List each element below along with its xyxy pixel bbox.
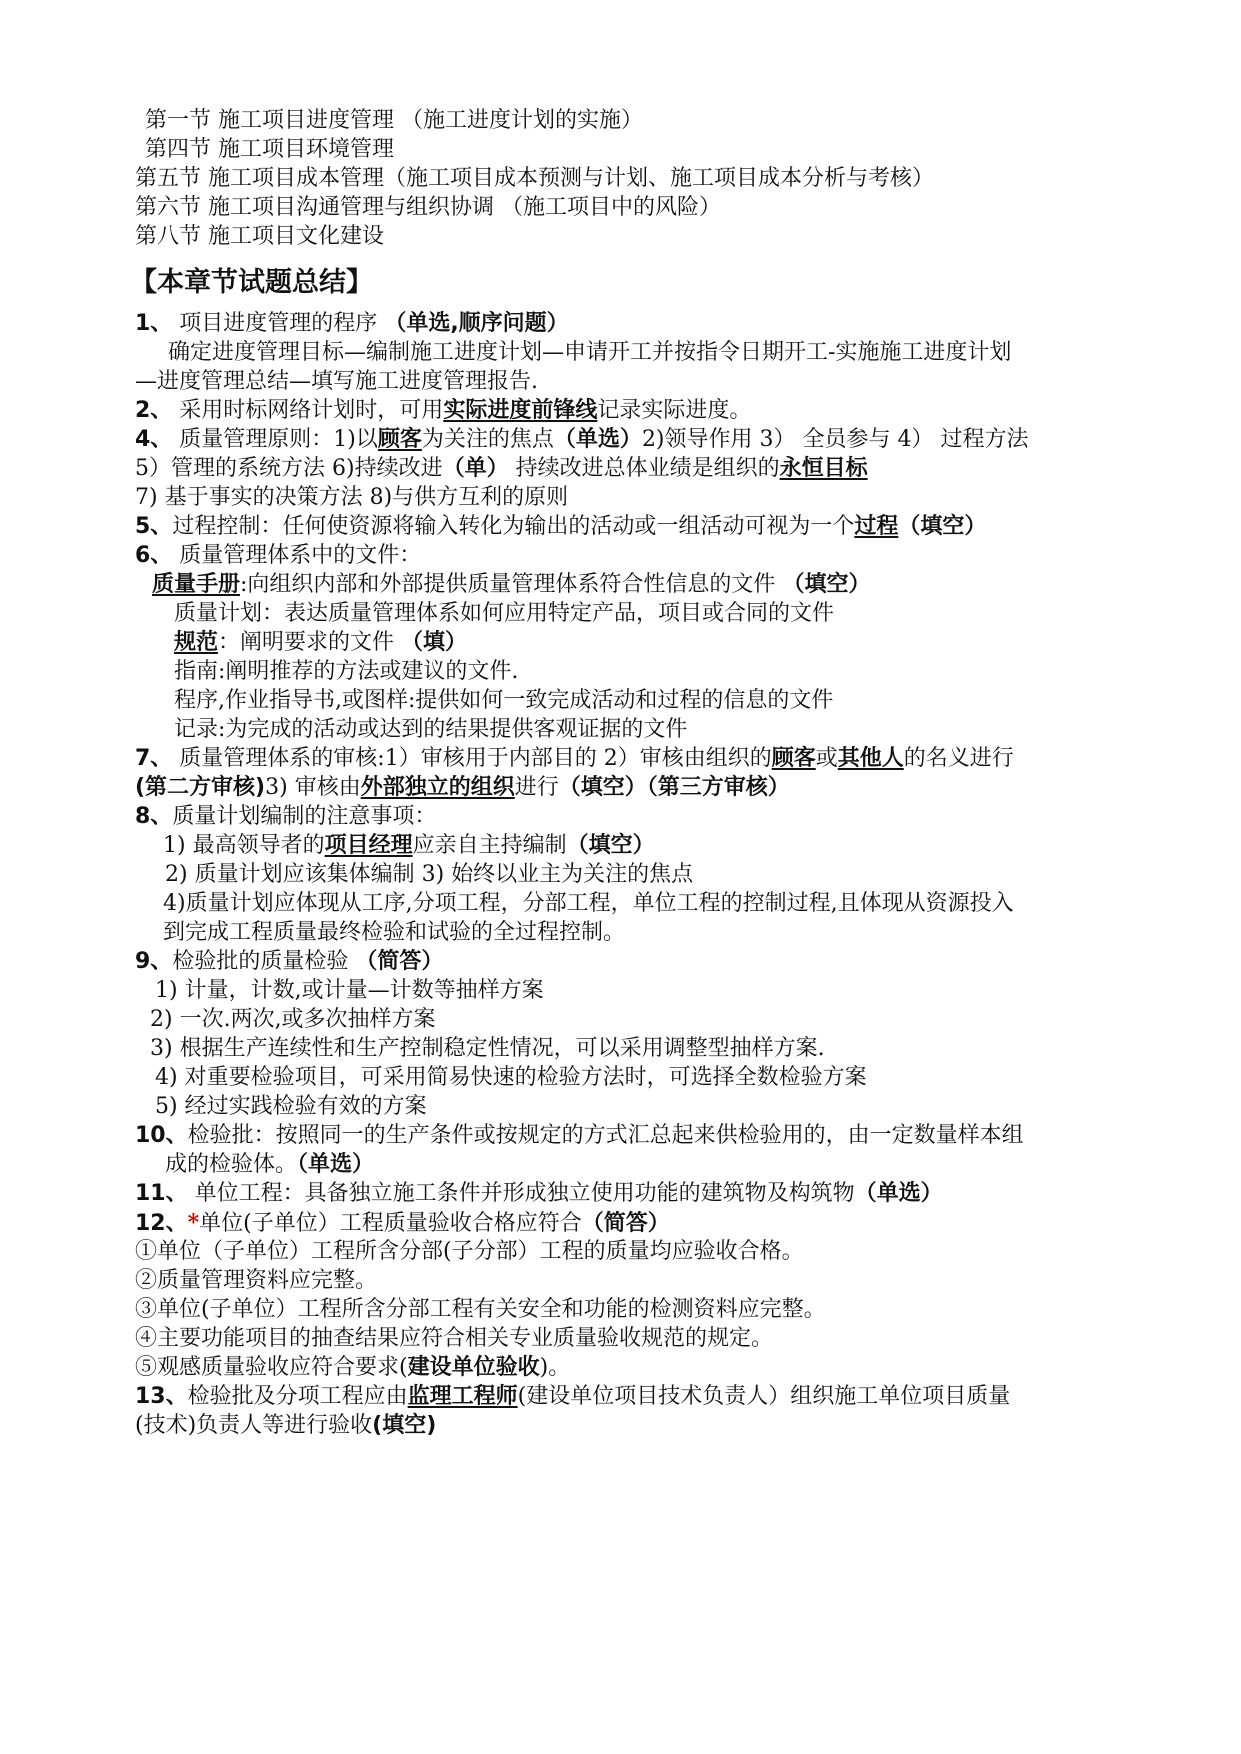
q4-text-1: 质量管理原则：1)以: [172, 427, 378, 452]
q7-text-3: 的名义进行: [903, 746, 1014, 771]
q1-line-3: —进度管理总结—填写施工进度管理报告.: [135, 369, 538, 394]
q6-text: 质量管理体系中的文件：: [172, 543, 422, 568]
q8-line: [135, 802, 436, 832]
q8-sub-3: 4)质量计划应体现从工序,分项工程，分部工程，单位工程的控制过程,且体现从资源投入: [163, 891, 1014, 916]
q8-sub-1-tag: （填空）: [566, 833, 655, 858]
q6-sub-3-tag: （填）: [401, 630, 468, 655]
q2-line: [135, 396, 751, 426]
q10-l2-text: 成的检验体。: [165, 1152, 298, 1177]
q6-sub-2: 质量计划：表达质量管理体系如何应用特定产品，项目或合同的文件: [174, 601, 835, 626]
q9-item-2: 2) 一次.两次,或多次抽样方案: [150, 1007, 436, 1032]
q1-line: [135, 309, 569, 339]
q7-text-1: 质量管理体系的审核:1）审核用于内部目的 2）审核由组织的: [172, 746, 772, 771]
q2-text-1: 采用时标网络计划时，可用: [172, 398, 444, 423]
toc-line-1: 第一节 施工项目进度管理 （施工进度计划的实施）: [145, 108, 643, 133]
q8-text: 质量计划编制的注意事项：: [172, 804, 437, 829]
q4-line-3: 7) 基于事实的决策方法 8)与供方互利的原则: [135, 485, 569, 510]
q9-text: 检验批的质量检验: [172, 949, 356, 974]
q12-item-5-text-2: )。: [539, 1355, 571, 1380]
q10-line-2: [165, 1150, 374, 1180]
q12-number: 12、: [135, 1211, 188, 1236]
q11-tag: （单选）: [854, 1181, 943, 1206]
q6-sub-1-tag: （填空）: [782, 572, 871, 597]
q13-l2-text: (技术)负责人等进行验收: [135, 1413, 373, 1438]
q13-text-1: 检验批及分项工程应由: [187, 1384, 408, 1409]
q7-l2-tag-2: （填空）（第三方审核）: [558, 775, 790, 800]
q8-sub-1-text-2: 应亲自主持编制: [412, 833, 567, 858]
q4-l2-keyword: 永恒目标: [779, 456, 868, 481]
q2-keyword: 实际进度前锋线: [443, 398, 598, 423]
q7-text-2: 或: [815, 746, 838, 771]
q9-item-3: 3) 根据生产连续性和生产控制稳定性情况，可以采用调整型抽样方案.: [150, 1036, 825, 1061]
q12-item-5: [135, 1353, 570, 1383]
q7-number: 7、: [135, 746, 173, 771]
q1-line-2: 确定进度管理目标—编制施工进度计划—申请开工并按指令日期开工-实施施工进度计划: [168, 340, 1012, 365]
q6-sub-5: 程序,作业指导书,或图样:提供如何一致完成活动和过程的信息的文件: [174, 688, 834, 713]
q4-text-3: 2)领导作用 3） 全员参与 4） 过程方法: [641, 427, 1029, 452]
q11-line: [135, 1179, 943, 1209]
q1-tag: （单选,顺序问题）: [384, 311, 569, 336]
q13-line-2: [135, 1411, 436, 1441]
q10-tag: （单选）: [297, 1152, 375, 1177]
q12-text: 单位(子单位）工程质量验收合格应符合: [199, 1211, 582, 1236]
q6-sub-3: [174, 628, 467, 658]
q13-number: 13、: [135, 1384, 188, 1409]
q13-keyword: 监理工程师: [407, 1384, 518, 1409]
q7-l2-tag-1: (第二方审核): [135, 775, 266, 800]
q12-tag: （简答）: [581, 1211, 670, 1236]
q4-number: 4、: [135, 427, 173, 452]
q10-text: 检验批：按照同一的生产条件或按规定的方式汇总起来供检验用的，由一定数量样本组: [187, 1123, 1024, 1148]
toc-line-5: 第八节 施工项目文化建设: [135, 224, 384, 249]
q10-number: 10、: [135, 1123, 188, 1148]
q4-l2-text-1: 5）管理的系统方法 6)持续改进: [135, 456, 443, 481]
q7-l2-keyword: 外部独立的组织: [360, 775, 515, 800]
q6-sub-1-text: :向组织内部和外部提供质量管理体系符合性信息的文件: [240, 572, 783, 597]
q4-line-2: [135, 454, 868, 484]
q5-keyword: 过程: [854, 514, 899, 539]
q1-number: 1、: [135, 311, 173, 336]
q9-item-4: 4) 对重要检验项目，可采用简易快速的检验方法时，可选择全数检验方案: [155, 1065, 867, 1090]
q2-number: 2、: [135, 398, 173, 423]
q5-tag: （填空）: [898, 514, 987, 539]
q5-number: 5、: [135, 514, 173, 539]
q13-line: [135, 1382, 1010, 1412]
q8-sub-1-keyword: 项目经理: [324, 833, 413, 858]
q4-l2-tag: （单）: [442, 456, 509, 481]
q12-item-1: ①单位（子单位）工程所含分部(子分部）工程的质量均应验收合格。: [135, 1239, 804, 1264]
q12-item-3: ③单位(子单位）工程所含分部工程有关安全和功能的检测资料应完整。: [135, 1297, 826, 1322]
q4-line: [135, 425, 1029, 455]
q8-sub-4: 到完成工程质量最终检验和试验的全过程控制。: [163, 920, 626, 945]
toc-line-3: 第五节 施工项目成本管理（施工项目成本预测与计划、施工项目成本分析与考核）: [135, 166, 934, 191]
q6-sub-3-text: ：阐明要求的文件: [218, 630, 402, 655]
q13-tag: (填空): [372, 1413, 437, 1438]
q6-sub-3-keyword: 规范: [174, 630, 219, 655]
q7-line: [135, 744, 1014, 774]
q11-text: 单位工程：具备独立施工条件并形成独立使用功能的建筑物及构筑物: [187, 1181, 855, 1206]
q9-item-5: 5) 经过实践检验有效的方案: [155, 1094, 427, 1119]
q6-sub-1: [152, 570, 870, 600]
q10-line: [135, 1121, 1024, 1151]
toc-line-2: 第四节 施工项目环境管理: [145, 137, 394, 162]
q8-sub-1-text-1: 1) 最高领导者的: [163, 833, 325, 858]
q12-line: [135, 1208, 670, 1239]
q9-line: [135, 947, 443, 977]
q13-text-2: (建设单位项目技术负责人）组织施工单位项目质量: [517, 1384, 1011, 1409]
q7-l2-text-1: 3) 审核由: [265, 775, 361, 800]
q8-sub-1: [163, 831, 655, 861]
q4-text-2: 为关注的焦点: [421, 427, 554, 452]
q6-sub-6: 记录:为完成的活动或达到的结果提供客观证据的文件: [174, 717, 688, 742]
q9-item-1: 1) 计量，计数,或计量—计数等抽样方案: [155, 978, 544, 1003]
q5-text: 过程控制：任何使资源将输入转化为输出的活动或一组活动可视为一个: [172, 514, 855, 539]
q12-item-4: ④主要功能项目的抽查结果应符合相关专业质量验收规范的规定。: [135, 1326, 774, 1351]
q12-item-5-text-1: ⑤观感质量验收应符合要求(: [135, 1355, 408, 1380]
q7-l2-text-2: 进行: [514, 775, 559, 800]
q12-star-icon: *: [187, 1210, 200, 1236]
q9-tag: （简答）: [355, 949, 444, 974]
q9-number: 9、: [135, 949, 173, 974]
q7-line-2: [135, 773, 790, 803]
summary-title: 【本章节试题总结】: [130, 267, 373, 298]
q7-keyword-1: 顾客: [771, 746, 816, 771]
q12-item-5-keyword: 建设单位验收: [407, 1355, 540, 1380]
q6-line: [135, 541, 421, 571]
q1-text: 项目进度管理的程序: [172, 311, 385, 336]
q4-l2-text-2: 持续改进总体业绩是组织的: [508, 456, 780, 481]
toc-line-4: 第六节 施工项目沟通管理与组织协调 （施工项目中的风险）: [135, 195, 721, 220]
q6-sub-1-keyword: 质量手册: [152, 572, 241, 597]
q7-keyword-2: 其他人: [837, 746, 904, 771]
q4-keyword: 顾客: [377, 427, 422, 452]
q12-item-2: ②质量管理资料应完整。: [135, 1268, 378, 1293]
q6-number: 6、: [135, 543, 173, 568]
q11-number: 11、: [135, 1181, 188, 1206]
q4-tag: （单选）: [553, 427, 642, 452]
q8-number: 8、: [135, 804, 173, 829]
q6-sub-4: 指南:阐明推荐的方法或建议的文件.: [174, 659, 519, 684]
q8-sub-2: 2) 质量计划应该集体编制 3) 始终以业主为关注的焦点: [165, 862, 694, 887]
q5-line: [135, 512, 986, 542]
q2-text-2: 记录实际进度。: [597, 398, 752, 423]
